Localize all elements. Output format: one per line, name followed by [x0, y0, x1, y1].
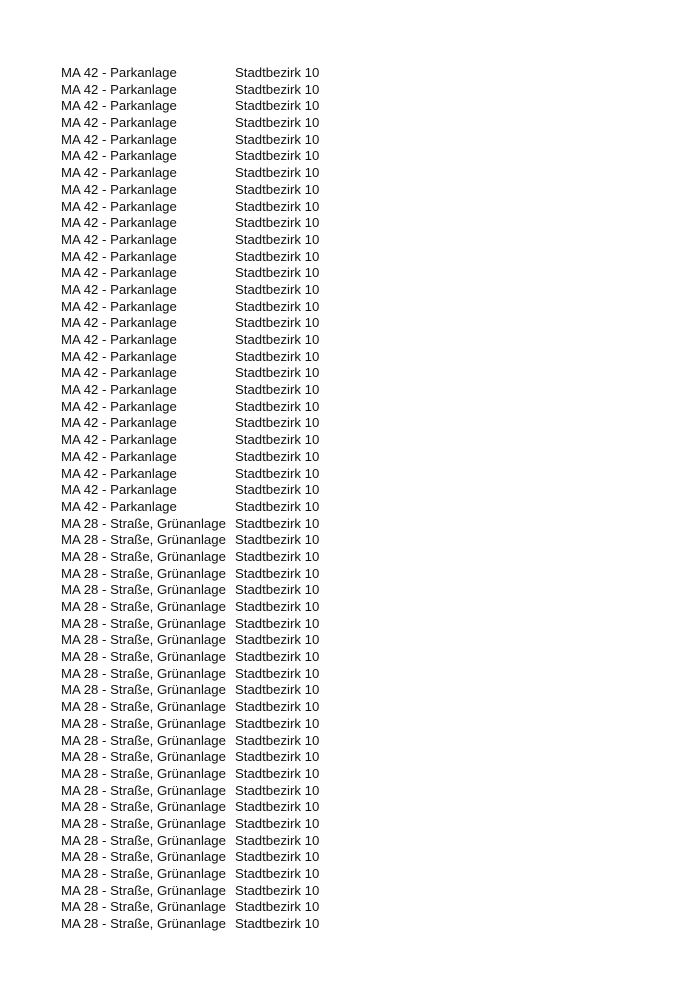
- agency-cell: MA 28 - Straße, Grünanlage: [61, 882, 226, 898]
- table-row: [61, 666, 355, 683]
- agency-cell: MA 42 - Parkanlage: [61, 281, 177, 297]
- district-cell: Stadtbezirk 10: [235, 882, 320, 898]
- district-cell: Stadtbezirk 10: [235, 215, 320, 231]
- table-row: [61, 65, 355, 82]
- district-cell: Stadtbezirk 10: [235, 181, 320, 197]
- agency-cell: MA 28 - Straße, Grünanlage: [61, 832, 226, 848]
- district-cell: Stadtbezirk 10: [235, 432, 320, 448]
- agency-cell: MA 42 - Parkanlage: [61, 482, 177, 498]
- district-cell: Stadtbezirk 10: [235, 899, 320, 915]
- table-row: [61, 449, 355, 466]
- table-row: [61, 265, 355, 282]
- agency-cell: MA 42 - Parkanlage: [61, 131, 177, 147]
- table-row: [61, 282, 355, 299]
- table-row: [61, 649, 355, 666]
- district-cell: Stadtbezirk 10: [235, 665, 320, 681]
- table-row: [61, 716, 355, 733]
- table-row: [61, 299, 355, 316]
- district-cell: Stadtbezirk 10: [235, 599, 320, 614]
- table-row: [61, 682, 355, 699]
- agency-cell: MA 42 - Parkanlage: [61, 248, 177, 264]
- agency-cell: MA 28 - Straße, Grünanlage: [61, 782, 226, 798]
- table-row: [61, 415, 355, 432]
- district-cell: Stadtbezirk 10: [235, 832, 320, 848]
- agency-cell: MA 28 - Straße, Grünanlage: [61, 799, 226, 815]
- agency-cell: MA 42 - Parkanlage: [61, 365, 177, 381]
- district-cell: Stadtbezirk 10: [235, 582, 320, 598]
- agency-cell: MA 42 - Parkanlage: [61, 415, 177, 431]
- table-row: [61, 699, 355, 716]
- table-row: [61, 132, 355, 149]
- table-row: [61, 599, 355, 616]
- district-cell: Stadtbezirk 10: [235, 315, 320, 331]
- agency-cell: MA 28 - Straße, Grünanlage: [61, 665, 226, 681]
- agency-cell: MA 42 - Parkanlage: [61, 198, 177, 214]
- agency-cell: MA 42 - Parkanlage: [61, 498, 177, 514]
- agency-cell: MA 42 - Parkanlage: [61, 65, 177, 80]
- district-cell: Stadtbezirk 10: [235, 398, 320, 414]
- table-row: [61, 616, 355, 633]
- district-cell: Stadtbezirk 10: [235, 749, 320, 765]
- district-cell: Stadtbezirk 10: [235, 131, 320, 147]
- agency-cell: MA 28 - Straße, Grünanlage: [61, 615, 226, 631]
- agency-cell: MA 42 - Parkanlage: [61, 298, 177, 314]
- table-row: [61, 249, 355, 266]
- district-cell: Stadtbezirk 10: [235, 532, 320, 548]
- agency-cell: MA 42 - Parkanlage: [61, 81, 177, 97]
- district-cell: Stadtbezirk 10: [235, 298, 320, 314]
- table-row: [61, 766, 355, 783]
- table-row: [61, 332, 355, 349]
- district-cell: Stadtbezirk 10: [235, 165, 320, 181]
- agency-cell: MA 28 - Straße, Grünanlage: [61, 699, 226, 715]
- agency-cell: MA 28 - Straße, Grünanlage: [61, 599, 226, 614]
- agency-cell: MA 42 - Parkanlage: [61, 398, 177, 414]
- agency-cell: MA 42 - Parkanlage: [61, 115, 177, 131]
- district-cell: Stadtbezirk 10: [235, 81, 320, 97]
- district-cell: Stadtbezirk 10: [235, 65, 320, 80]
- table-row: [61, 799, 355, 816]
- district-cell: Stadtbezirk 10: [235, 916, 320, 932]
- table-row: [61, 148, 355, 165]
- agency-cell: MA 42 - Parkanlage: [61, 348, 177, 364]
- table-row: [61, 399, 355, 416]
- agency-cell: MA 28 - Straße, Grünanlage: [61, 849, 226, 865]
- table-row: [61, 232, 355, 249]
- district-cell: Stadtbezirk 10: [235, 348, 320, 364]
- agency-cell: MA 42 - Parkanlage: [61, 465, 177, 481]
- data-table: [61, 65, 355, 933]
- district-cell: Stadtbezirk 10: [235, 849, 320, 865]
- agency-cell: MA 42 - Parkanlage: [61, 382, 177, 398]
- district-cell: Stadtbezirk 10: [235, 815, 320, 831]
- table-row: [61, 549, 355, 566]
- agency-cell: MA 42 - Parkanlage: [61, 165, 177, 181]
- agency-cell: MA 28 - Straße, Grünanlage: [61, 682, 226, 698]
- district-cell: Stadtbezirk 10: [235, 649, 320, 665]
- agency-cell: MA 42 - Parkanlage: [61, 181, 177, 197]
- district-cell: Stadtbezirk 10: [235, 498, 320, 514]
- agency-cell: MA 28 - Straße, Grünanlage: [61, 515, 226, 531]
- agency-cell: MA 28 - Straße, Grünanlage: [61, 916, 226, 932]
- agency-cell: MA 42 - Parkanlage: [61, 215, 177, 231]
- district-cell: Stadtbezirk 10: [235, 632, 320, 648]
- table-row: [61, 849, 355, 866]
- agency-cell: MA 28 - Straße, Grünanlage: [61, 815, 226, 831]
- table-row: [61, 749, 355, 766]
- district-cell: Stadtbezirk 10: [235, 482, 320, 498]
- district-cell: Stadtbezirk 10: [235, 682, 320, 698]
- agency-cell: MA 42 - Parkanlage: [61, 332, 177, 347]
- table-row: [61, 382, 355, 399]
- district-cell: Stadtbezirk 10: [235, 565, 320, 581]
- agency-cell: MA 28 - Straße, Grünanlage: [61, 632, 226, 648]
- district-cell: Stadtbezirk 10: [235, 615, 320, 631]
- agency-cell: MA 42 - Parkanlage: [61, 448, 177, 464]
- district-cell: Stadtbezirk 10: [235, 98, 320, 114]
- district-cell: Stadtbezirk 10: [235, 231, 320, 247]
- agency-cell: MA 42 - Parkanlage: [61, 265, 177, 281]
- table-row: [61, 165, 355, 182]
- district-cell: Stadtbezirk 10: [235, 465, 320, 481]
- agency-cell: MA 28 - Straße, Grünanlage: [61, 548, 226, 564]
- district-cell: Stadtbezirk 10: [235, 548, 320, 564]
- district-cell: Stadtbezirk 10: [235, 365, 320, 381]
- table-row: [61, 783, 355, 800]
- agency-cell: MA 28 - Straße, Grünanlage: [61, 765, 226, 781]
- table-row: [61, 582, 355, 599]
- table-row: [61, 215, 355, 232]
- agency-cell: MA 42 - Parkanlage: [61, 315, 177, 331]
- table-row: [61, 82, 355, 99]
- district-cell: Stadtbezirk 10: [235, 866, 320, 881]
- table-row: [61, 98, 355, 115]
- district-cell: Stadtbezirk 10: [235, 699, 320, 715]
- table-row: [61, 482, 355, 499]
- table-row: [61, 733, 355, 750]
- agency-cell: MA 28 - Straße, Grünanlage: [61, 899, 226, 915]
- agency-cell: MA 42 - Parkanlage: [61, 432, 177, 448]
- district-cell: Stadtbezirk 10: [235, 715, 320, 731]
- table-row: [61, 883, 355, 900]
- district-cell: Stadtbezirk 10: [235, 415, 320, 431]
- table-row: [61, 532, 355, 549]
- district-cell: Stadtbezirk 10: [235, 799, 320, 815]
- district-cell: Stadtbezirk 10: [235, 265, 320, 281]
- table-row: [61, 816, 355, 833]
- district-cell: Stadtbezirk 10: [235, 281, 320, 297]
- table-row: [61, 866, 355, 883]
- table-row: [61, 182, 355, 199]
- district-cell: Stadtbezirk 10: [235, 765, 320, 781]
- table-row: [61, 516, 355, 533]
- district-cell: Stadtbezirk 10: [235, 148, 320, 164]
- agency-cell: MA 28 - Straße, Grünanlage: [61, 732, 226, 748]
- district-cell: Stadtbezirk 10: [235, 382, 320, 398]
- district-cell: Stadtbezirk 10: [235, 115, 320, 131]
- district-cell: Stadtbezirk 10: [235, 332, 320, 347]
- table-row: [61, 833, 355, 850]
- district-cell: Stadtbezirk 10: [235, 732, 320, 748]
- agency-cell: MA 28 - Straße, Grünanlage: [61, 715, 226, 731]
- agency-cell: MA 28 - Straße, Grünanlage: [61, 749, 226, 765]
- agency-cell: MA 42 - Parkanlage: [61, 231, 177, 247]
- district-cell: Stadtbezirk 10: [235, 248, 320, 264]
- table-row: [61, 199, 355, 216]
- district-cell: Stadtbezirk 10: [235, 782, 320, 798]
- agency-cell: MA 28 - Straße, Grünanlage: [61, 565, 226, 581]
- district-cell: Stadtbezirk 10: [235, 198, 320, 214]
- agency-cell: MA 42 - Parkanlage: [61, 98, 177, 114]
- table-row: [61, 349, 355, 366]
- table-row: [61, 499, 355, 516]
- agency-cell: MA 28 - Straße, Grünanlage: [61, 532, 226, 548]
- agency-cell: MA 28 - Straße, Grünanlage: [61, 649, 226, 665]
- table-row: [61, 632, 355, 649]
- table-row: [61, 899, 355, 916]
- district-cell: Stadtbezirk 10: [235, 448, 320, 464]
- agency-cell: MA 28 - Straße, Grünanlage: [61, 866, 226, 881]
- agency-cell: MA 42 - Parkanlage: [61, 148, 177, 164]
- table-row: [61, 115, 355, 132]
- table-row: [61, 432, 355, 449]
- table-row: [61, 916, 355, 933]
- table-row: [61, 466, 355, 483]
- table-row: [61, 365, 355, 382]
- table-row: [61, 315, 355, 332]
- table-row: [61, 566, 355, 583]
- district-cell: Stadtbezirk 10: [235, 515, 320, 531]
- agency-cell: MA 28 - Straße, Grünanlage: [61, 582, 226, 598]
